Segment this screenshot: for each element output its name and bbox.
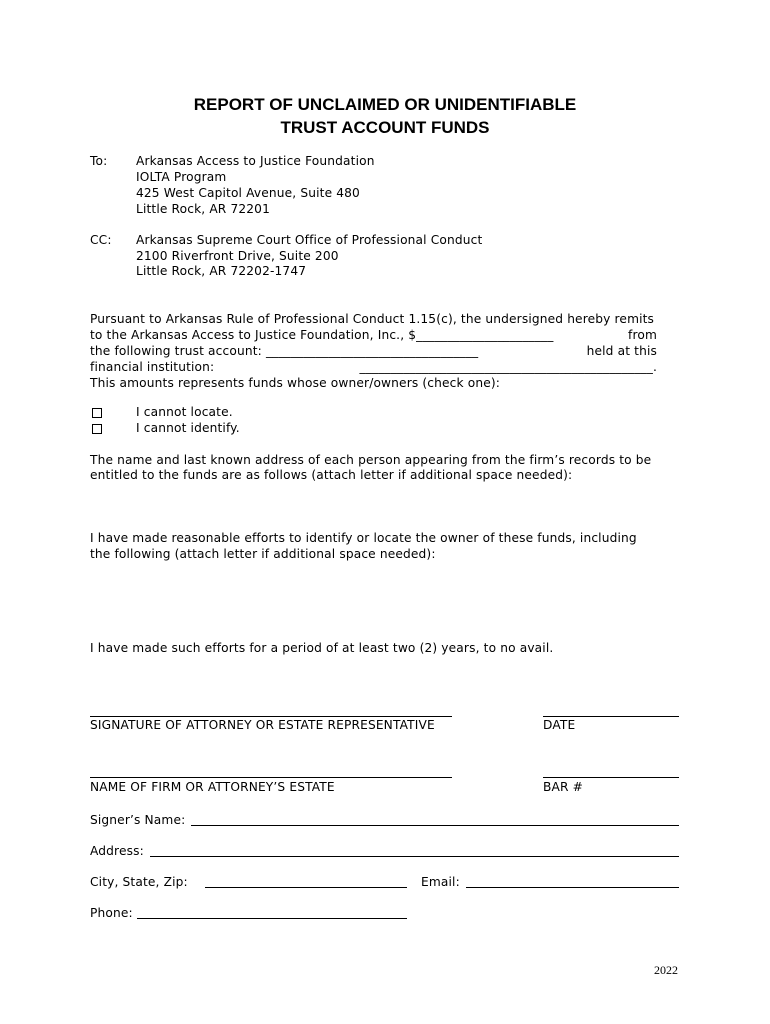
owner-info-instruction: entitled to the funds are as follows (attach letter if additional space needed): [90,468,573,482]
email-label: Email: [421,875,460,889]
cc-address-line: 2100 Riverfront Drive, Suite 200 [136,249,339,263]
remittance-line: financial institution: [90,360,215,374]
signer-name-field[interactable] [191,825,679,826]
cc-label: CC: [90,233,112,247]
bar-number-line[interactable] [543,777,679,778]
remittance-line: Pursuant to Arkansas Rule of Professional Conduct 1.15(c), the undersigned hereby remits [90,312,655,326]
form-title-line-1: REPORT OF UNCLAIMED OR UNIDENTIFIABLE [193,95,577,114]
firm-name-label: NAME OF FIRM OR ATTORNEY’S ESTATE [90,780,335,794]
address-label: Address: [90,844,144,858]
phone-label: Phone: [90,906,133,920]
to-address-line: 425 West Capitol Avenue, Suite 480 [136,186,360,200]
cc-address-line: Little Rock, AR 72202-1747 [136,264,307,278]
bar-number-label: BAR # [543,780,584,794]
form-title-line-2: TRUST ACCOUNT FUNDS [280,118,490,137]
form-year: 2022 [654,963,678,977]
city-state-zip-field[interactable] [205,887,407,888]
email-field[interactable] [466,887,679,888]
signer-name-label: Signer’s Name: [90,813,186,827]
financial-institution-field[interactable]: _______________________________________________. [359,360,657,374]
remittance-line: from [628,328,657,342]
efforts-period-statement: I have made such efforts for a period of at least two (2) years, to no avail. [90,641,554,655]
firm-name-line[interactable] [90,777,452,778]
signature-label: SIGNATURE OF ATTORNEY OR ESTATE REPRESENTATIVE [90,718,435,732]
date-label: DATE [543,718,576,732]
remittance-amount-field[interactable]: to the Arkansas Access to Justice Foundation, Inc., $______________________ [90,328,554,342]
remittance-paragraph [90,311,657,391]
city-state-zip-label: City, State, Zip: [90,875,188,889]
cannot-identify-label: I cannot identify. [136,421,240,435]
cannot-locate-label: I cannot locate. [136,405,233,419]
cc-address-line: Arkansas Supreme Court Office of Professional Conduct [136,233,483,247]
cannot-locate-checkbox[interactable] [92,408,102,418]
to-address-line: IOLTA Program [136,170,227,184]
date-line[interactable] [543,716,679,717]
signature-line[interactable] [90,716,452,717]
efforts-instruction: I have made reasonable efforts to identify or locate the owner of these funds, including [90,531,637,545]
phone-field[interactable] [137,918,407,919]
address-field[interactable] [150,856,679,857]
remittance-line: held at this [586,344,657,358]
owner-info-instruction: The name and last known address of each person appearing from the firm’s records to be [90,453,652,467]
efforts-instruction: the following (attach letter if additional space needed): [90,547,436,561]
trust-account-field[interactable]: the following trust account: __________________________________ [90,344,479,358]
to-address-line: Arkansas Access to Justice Foundation [136,154,375,168]
cannot-identify-checkbox[interactable] [92,424,102,434]
remittance-line: This amounts represents funds whose owner/owners (check one): [90,376,501,390]
to-address-line: Little Rock, AR 72201 [136,202,270,216]
to-label: To: [90,154,108,168]
